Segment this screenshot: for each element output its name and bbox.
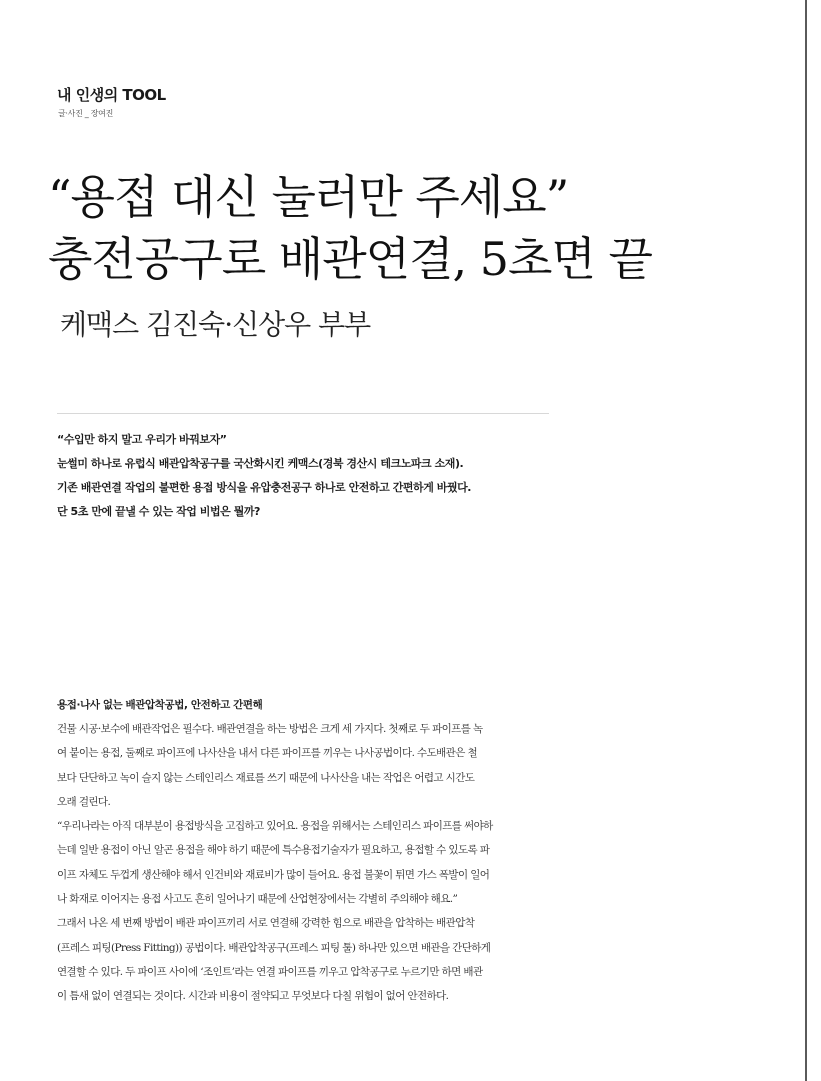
body-line: 이 틈새 없이 연결되는 것이다. 시간과 비용이 절약되고 무엇보다 다칠 위험이 없어 안전하다. xyxy=(57,990,449,1003)
divider xyxy=(57,413,549,414)
lead-line: “수입만 하지 말고 우리가 바꿔보자” xyxy=(57,433,227,446)
headline-line-2: 충전공구로 배관연결, 5초면 끝 xyxy=(48,232,652,286)
lead-line: 기존 배관연결 작업의 불편한 용접 방식을 유압충전공구 하나로 안전하고 간편하게 바꿨다. xyxy=(57,481,472,494)
byline: 글·사진 _ 장여진 xyxy=(58,109,113,118)
lead-line: 눈썰미 하나로 유럽식 배관압착공구를 국산화시킨 케맥스(경북 경산시 테크노파크 소재). xyxy=(57,457,464,470)
section-label: 내 인생의 TOOL xyxy=(57,86,166,104)
body-line: 그래서 나온 세 번째 방법이 배관 파이프끼리 서로 연결해 강력한 힘으로 배관을 압착하는 배관압착 xyxy=(57,917,475,930)
body-line: 여 붙이는 용접, 둘째로 파이프에 나사산을 내서 다른 파이프를 끼우는 나사공법이다. 수도배관은 철 xyxy=(57,747,478,760)
headline-line-1: “용접 대신 눌러만 주세요” xyxy=(48,170,569,224)
body-line: “우리나라는 아직 대부분이 용접방식을 고집하고 있어요. 용접을 위해서는 스테인리스 파이프를 써야하 xyxy=(57,820,493,833)
article-body xyxy=(57,717,552,1009)
body-line: 이프 자체도 두껍게 생산해야 해서 인건비와 재료비가 많이 들어요. 용접 불꽃이 튀면 가스 폭발이 일어 xyxy=(57,868,490,881)
body-line: 연결할 수 있다. 두 파이프 사이에 ‘조인트’라는 연결 파이프를 끼우고 압착공구로 누르기만 하면 배관 xyxy=(57,965,483,978)
body-line: (프레스 피팅(Press Fitting)) 공법이다. 배관압착공구(프레스 피팅 툴) 하나만 있으면 배관을 간단하게 xyxy=(57,941,491,954)
body-line: 오래 걸린다. xyxy=(57,795,111,808)
body-line: 보다 단단하고 녹이 슬지 않는 스테인리스 재료를 쓰기 때문에 나사산을 내는 작업은 어렵고 시간도 xyxy=(57,771,475,784)
lead-line: 단 5초 만에 끝낼 수 있는 작업 비법은 뭘까? xyxy=(57,505,260,518)
body-line: 나 화재로 이어지는 용접 사고도 흔히 일어나기 때문에 산업현장에서는 각별히 주의해야 해요.” xyxy=(57,893,458,906)
lead-paragraph xyxy=(57,428,527,524)
body-line: 는데 일반 용접이 아닌 알곤 용접을 해야 하기 때문에 특수용접기술자가 필요하고, 용접할 수 있도록 파 xyxy=(57,844,490,857)
page-edge-line xyxy=(805,0,807,1081)
article-heading: 용접·나사 없는 배관압착공법, 안전하고 간편해 xyxy=(57,699,263,711)
subheadline: 케맥스 김진숙·신상우 부부 xyxy=(60,308,371,341)
body-line: 건물 시공·보수에 배관작업은 필수다. 배관연결을 하는 방법은 크게 세 가지다. 첫째로 두 파이프를 녹 xyxy=(57,723,483,735)
